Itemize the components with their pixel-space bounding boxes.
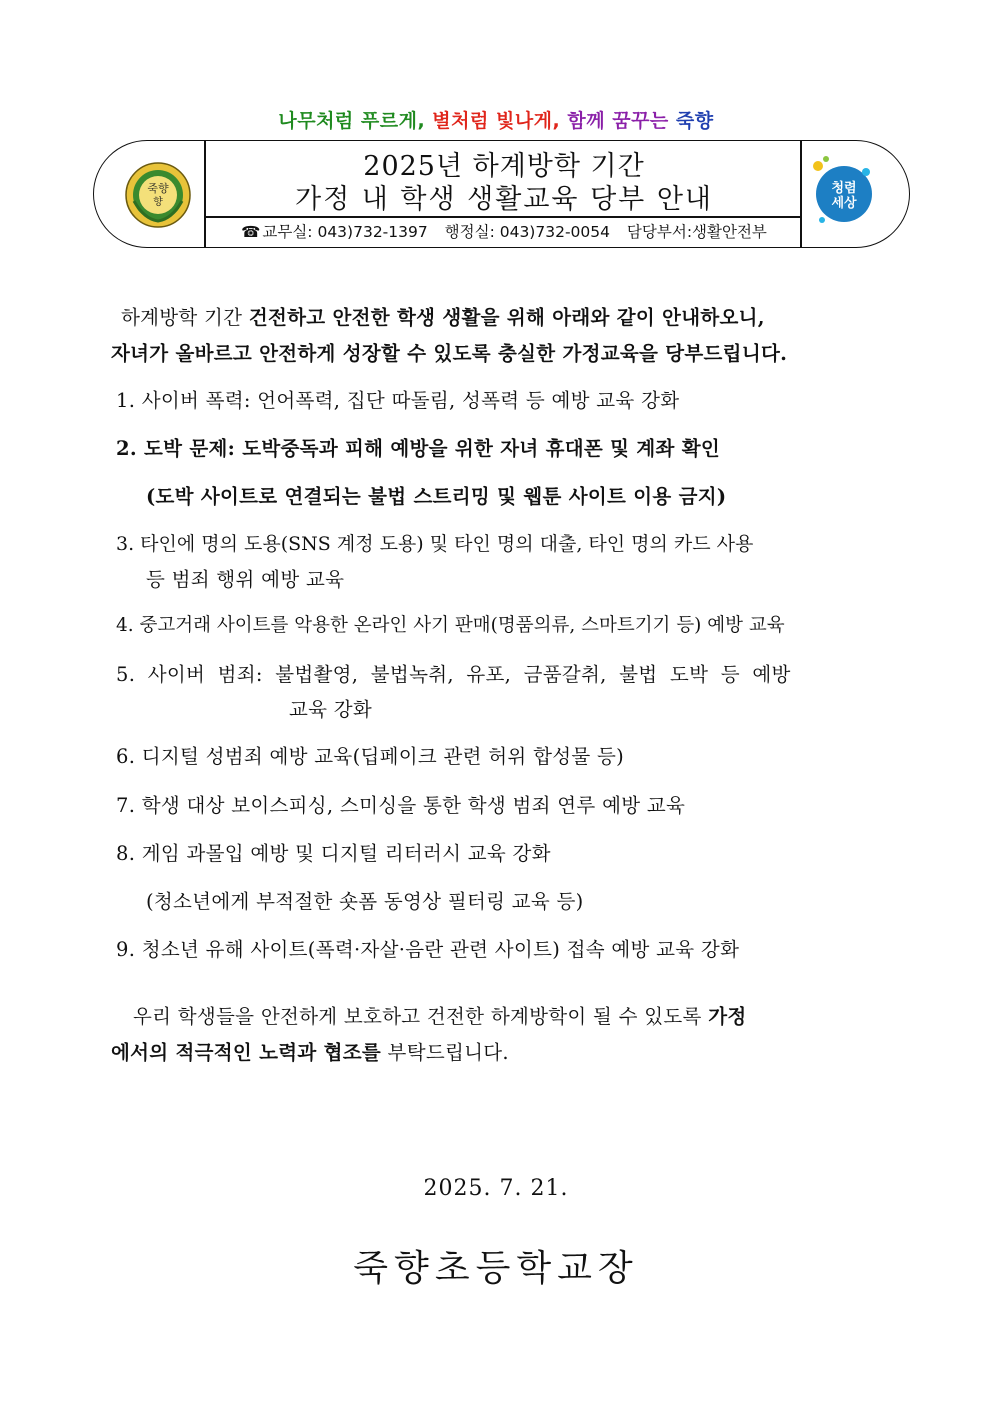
school-seal-logo	[124, 161, 192, 229]
intro-line-1-bold: 건전하고 안전한 학생 생활을 위해 아래와 같이 안내하오니,	[248, 306, 765, 329]
closing-line-2	[111, 1037, 509, 1065]
list-item-6: 6. 디지털 성범죄 예방 교육(딥페이크 관련 허위 합성물 등)	[116, 745, 625, 768]
intro-line-2: 자녀가 올바르고 안전하게 성장할 수 있도록 충실한 가정교육을 당부드립니다.	[111, 342, 788, 365]
school-slogan	[0, 106, 992, 133]
slogan-part-4: 죽향	[675, 110, 714, 132]
slogan-part-2: 별처럼 빛나게,	[432, 110, 561, 132]
list-item-3-cont: 등 범죄 행위 예방 교육	[146, 568, 345, 591]
document-title-line-2: 가정 내 학생 생활교육 당부 안내	[295, 184, 713, 215]
contact-office: 교무실: 043)732-1397	[262, 223, 428, 241]
closing-line-1-bold: 가정	[708, 1005, 747, 1028]
list-item-8: 8. 게임 과몰입 예방 및 디지털 리터러시 교육 강화	[116, 842, 551, 865]
list-item-7: 7. 학생 대상 보이스피싱, 스미싱을 통한 학생 범죄 연루 예방 교육	[116, 794, 686, 817]
phone-icon: ☎	[241, 223, 261, 241]
signer-principal: 죽향초등학교장	[353, 1248, 639, 1289]
list-item-9: 9. 청소년 유해 사이트(폭력·자살·음란 관련 사이트) 접속 예방 교육 강화	[116, 938, 740, 961]
seal-text: 죽향	[147, 182, 169, 195]
list-item-3: 3. 타인에 명의 도용(SNS 계정 도용) 및 타인 명의 대출, 타인 명의 카드 사용	[116, 533, 754, 555]
contact-info	[205, 220, 803, 242]
intro-line-1	[121, 302, 765, 330]
svg-text:청렴: 청렴	[831, 181, 857, 196]
svg-text:세상: 세상	[831, 196, 857, 211]
list-item-1: 1. 사이버 폭력: 언어폭력, 집단 따돌림, 성폭력 등 예방 교육 강화	[116, 389, 680, 412]
closing-line-2-bold: 에서의 적극적인 노력과 협조를	[111, 1041, 382, 1064]
list-item-2: 2. 도박 문제: 도박중독과 피해 예방을 위한 자녀 휴대폰 및 계좌 확인	[116, 437, 720, 460]
contact-admin: 행정실: 043)732-0054	[444, 223, 610, 241]
list-item-8-note: (청소년에게 부적절한 숏폼 동영상 필터링 교육 등)	[146, 890, 584, 913]
integrity-mascot-logo	[806, 150, 876, 236]
list-item-5-cont: 교육 강화	[289, 698, 373, 721]
header-divider-bottom	[204, 216, 802, 218]
svg-text:향: 향	[153, 197, 163, 208]
list-item-2-note: (도박 사이트로 연결되는 불법 스트리밍 및 웹툰 사이트 이용 금지)	[146, 485, 727, 508]
intro-line-1-plain: 하계방학 기간	[121, 306, 249, 329]
contact-dept: 담당부서:생활안전부	[626, 223, 767, 241]
closing-line-1	[133, 1001, 746, 1029]
closing-line-1-plain: 우리 학생들을 안전하게 보호하고 건전한 하계방학이 될 수 있도록	[133, 1005, 709, 1028]
document-title-line-1: 2025년 하계방학 기간	[363, 151, 645, 182]
list-item-4: 4. 중고거래 사이트를 악용한 온라인 사기 판매(명품의류, 스마트기기 등) 예방 교육	[116, 615, 785, 636]
slogan-part-1: 나무처럼 푸르게,	[278, 110, 426, 132]
closing-line-2-plain: 부탁드립니다.	[381, 1041, 509, 1064]
list-item-5: 5. 사이버 범죄: 불법촬영, 불법녹취, 유포, 금품갈취, 불법 도박 등 예방	[116, 663, 791, 686]
slogan-part-3: 함께 꿈꾸는	[567, 110, 669, 132]
document-date: 2025. 7. 21.	[423, 1176, 569, 1201]
